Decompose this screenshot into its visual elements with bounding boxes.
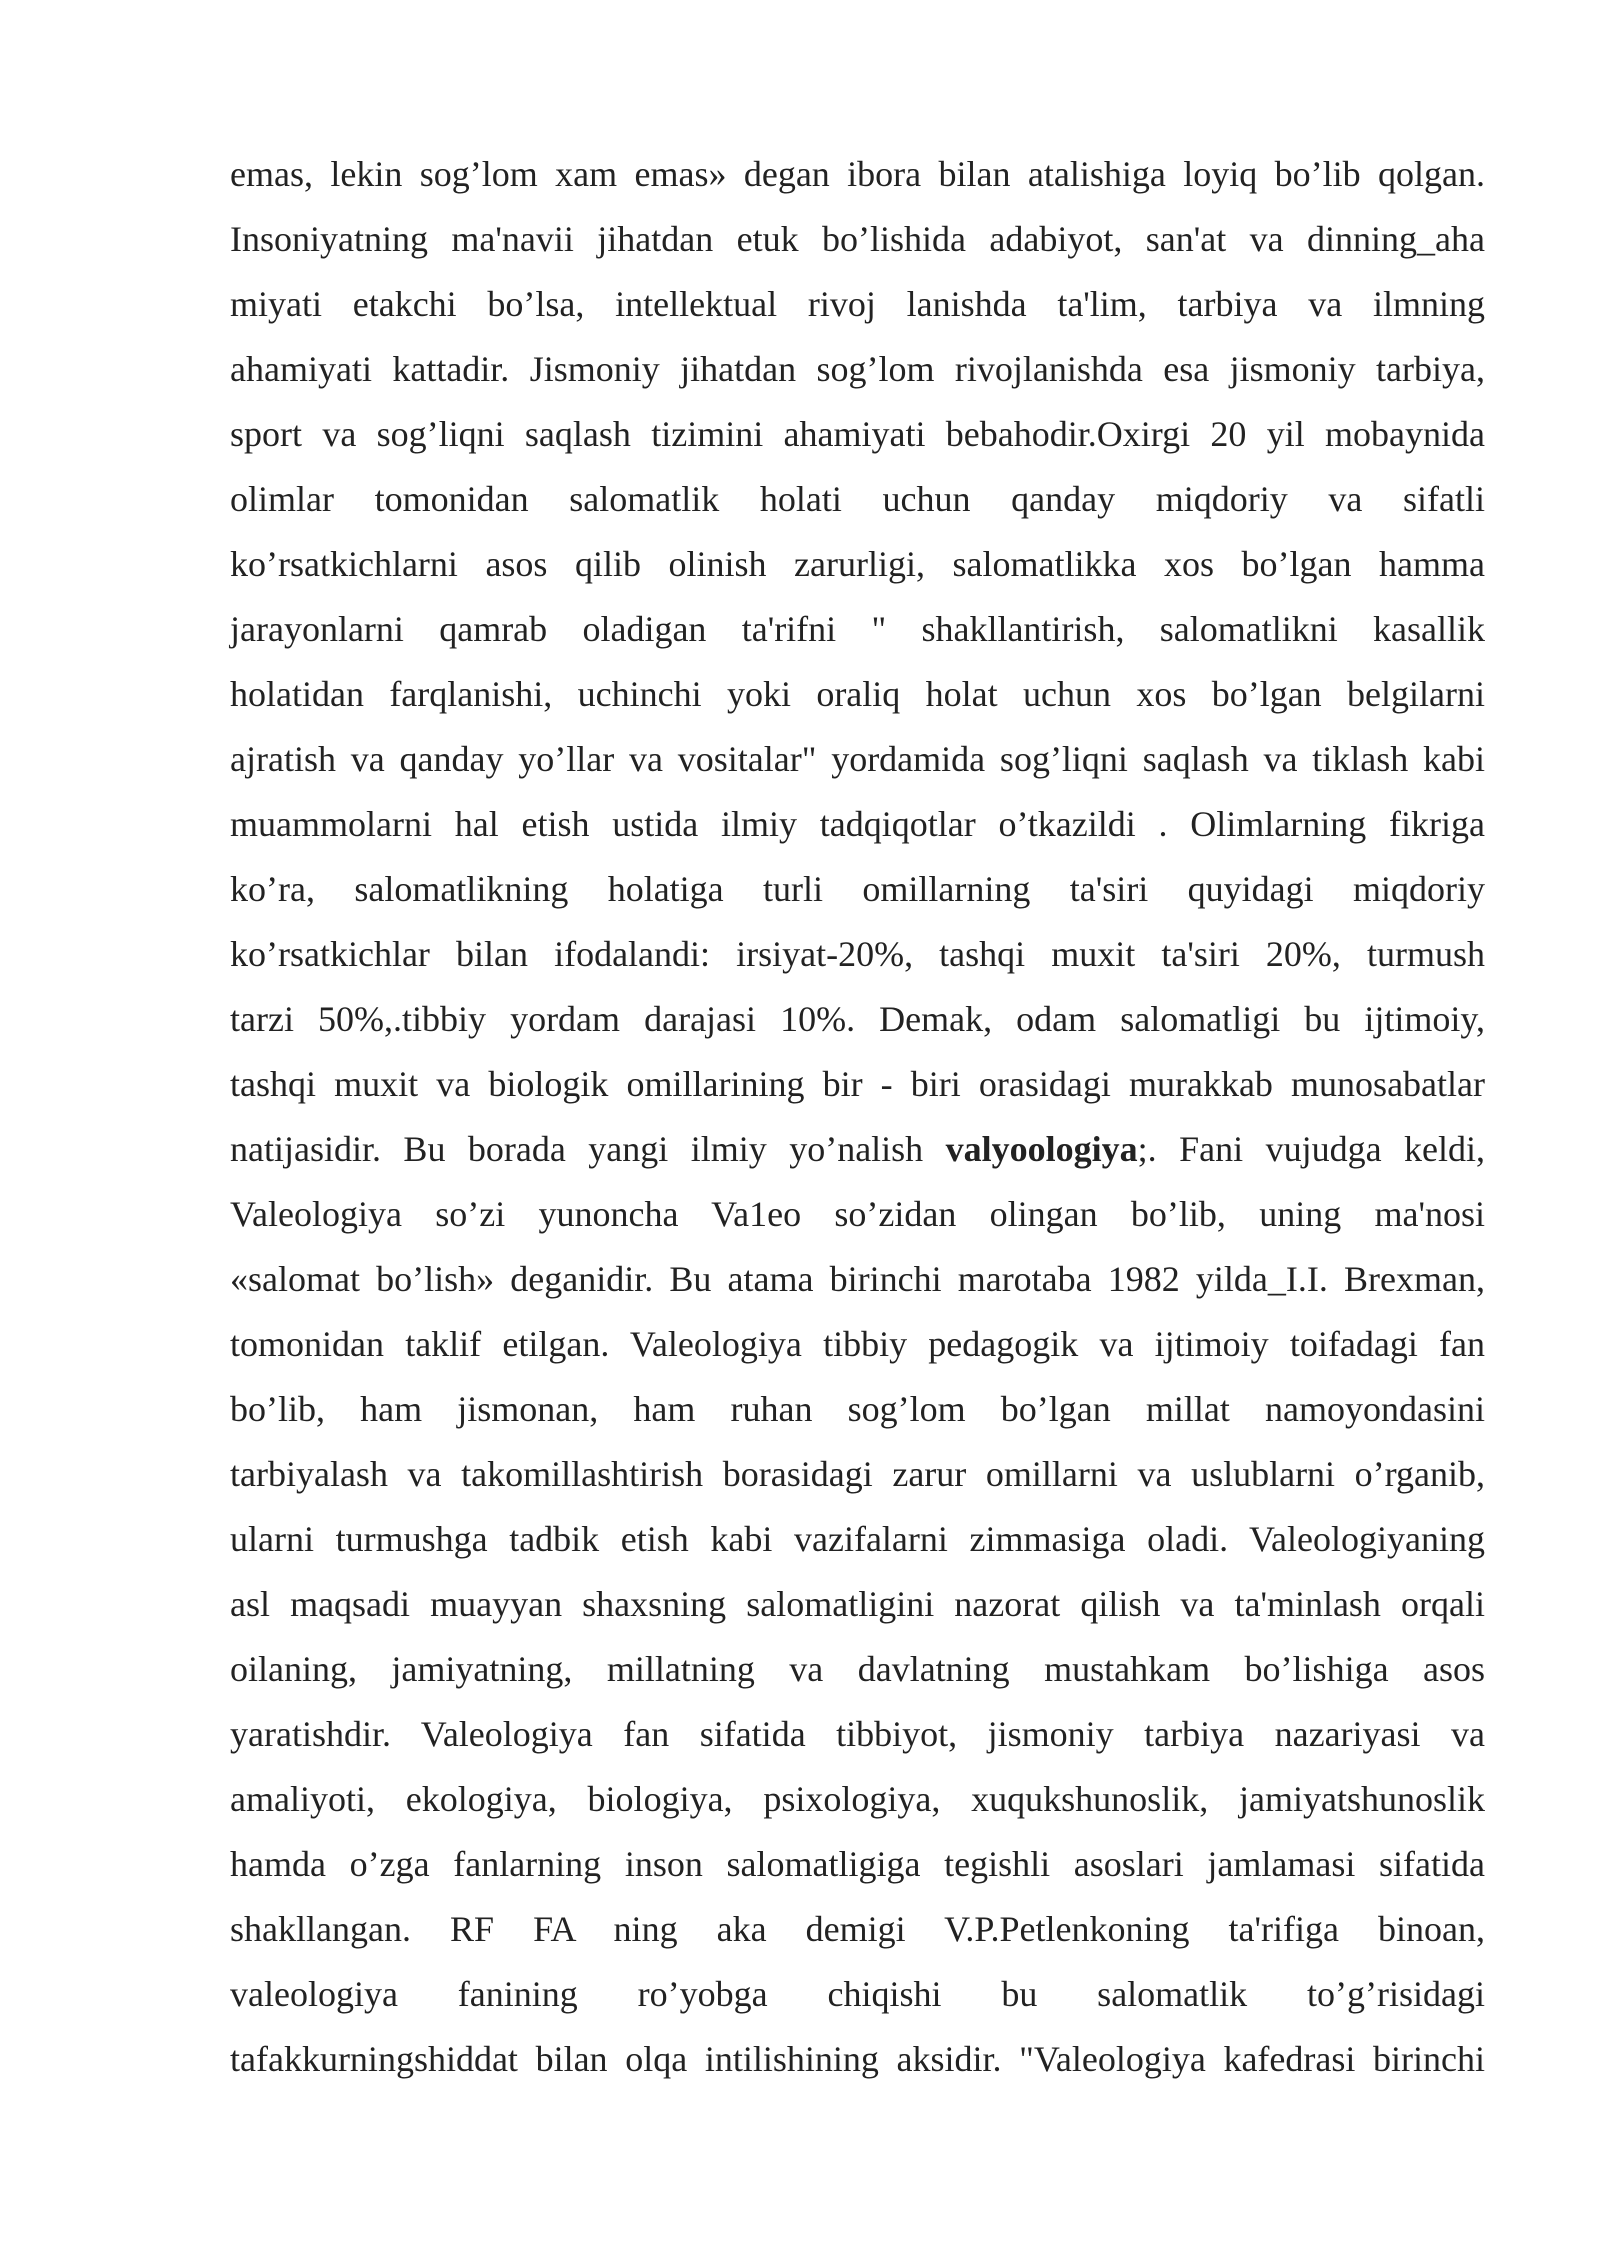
text-line: sport va sog’liqni saqlash tizimini ahamiyati bebahodir.Oxirgi 20 yil mobaynida bbox=[230, 414, 1485, 454]
text-line: asl maqsadi muayyan shaxsning salomatligini nazorat qilish va ta'minlash orqali bbox=[230, 1584, 1485, 1624]
text-line: ko’ra, salomatlikning holatiga turli omillarning ta'siri quyidagi miqdoriy bbox=[230, 869, 1485, 909]
line-text-before: natijasidir. Bu borada yangi ilmiy yo’nalish bbox=[230, 1129, 946, 1169]
text-line: muammolarni hal etish ustida ilmiy tadqiqotlar o’tkazildi . Olimlarning fikriga bbox=[230, 804, 1485, 844]
text-line: emas, lekin sog’lom xam emas» degan ibora bilan atalishiga loyiq bo’lib qolgan. bbox=[230, 154, 1485, 194]
text-line: ularni turmushga tadbik etish kabi vazifalarni zimmasiga oladi. Valeologiyaning bbox=[230, 1519, 1485, 1559]
text-line: yaratishdir. Valeologiya fan sifatida tibbiyot, jismoniy tarbiya nazariyasi va bbox=[230, 1714, 1485, 1754]
text-line: «salomat bo’lish» deganidir. Bu atama birinchi marotaba 1982 yilda_I.I. Brexman, bbox=[230, 1259, 1485, 1299]
text-line: bo’lib, ham jismonan, ham ruhan sog’lom bo’lgan millat namoyondasini bbox=[230, 1389, 1485, 1429]
text-line: amaliyoti, ekologiya, biologiya, psixologiya, xuqukshunoslik, jamiyatshunoslik bbox=[230, 1779, 1485, 1819]
text-line-with-bold-term bbox=[230, 1127, 1485, 1192]
text-line: holatidan farqlanishi, uchinchi yoki oraliq holat uchun xos bo’lgan belgilarni bbox=[230, 674, 1485, 714]
text-line: shakllangan. RF FA ning aka demigi V.P.Petlenkoning ta'rifiga binoan, bbox=[230, 1909, 1485, 1949]
text-line: tarzi 50%,.tibbiy yordam darajasi 10%. Demak, odam salomatligi bu ijtimoiy, bbox=[230, 999, 1485, 1039]
text-line: ko’rsatkichlar bilan ifodalandi: irsiyat-20%, tashqi muxit ta'siri 20%, turmush bbox=[230, 934, 1485, 974]
text-line: tashqi muxit va biologik omillarining bir - biri orasidagi murakkab munosabatlar bbox=[230, 1064, 1485, 1104]
text-line: Valeologiya so’zi yunoncha Va1eo so’zidan olingan bo’lib, uning ma'nosi bbox=[230, 1194, 1485, 1234]
text-line: jarayonlarni qamrab oladigan ta'rifni " shakllantirish, salomatlikni kasallik bbox=[230, 609, 1485, 649]
text-line: tafakkurningshiddat bilan olqa intilishining aksidir. "Valeologiya kafedrasi birinchi bbox=[230, 2039, 1485, 2079]
bold-term: valyoologiya bbox=[945, 1129, 1138, 1169]
text-line: miyati etakchi bo’lsa, intellektual rivoj lanishda ta'lim, tarbiya va ilmning bbox=[230, 284, 1485, 324]
text-line: Insoniyatning ma'navii jihatdan etuk bo’lishida adabiyot, san'at va dinning_aha bbox=[230, 219, 1485, 259]
text-line: ajratish va qanday yo’llar va vositalar" yordamida sog’liqni saqlash va tiklash kabi bbox=[230, 739, 1485, 779]
text-line: oilaning, jamiyatning, millatning va davlatning mustahkam bo’lishiga asos bbox=[230, 1649, 1485, 1689]
text-line: tarbiyalash va takomillashtirish borasidagi zarur omillarni va uslublarni o’rganib, bbox=[230, 1454, 1485, 1494]
text-line: olimlar tomonidan salomatlik holati uchun qanday miqdoriy va sifatli bbox=[230, 479, 1485, 519]
text-line: valeologiya fanining ro’yobga chiqishi bu salomatlik to’g’risidagi bbox=[230, 1974, 1485, 2014]
text-line: ahamiyati kattadir. Jismoniy jihatdan sog’lom rivojlanishda esa jismoniy tarbiya, bbox=[230, 349, 1485, 389]
text-line: ko’rsatkichlarni asos qilib olinish zarurligi, salomatlikka xos bo’lgan hamma bbox=[230, 544, 1485, 584]
body-text bbox=[230, 152, 1485, 2102]
text-line: tomonidan taklif etilgan. Valeologiya tibbiy pedagogik va ijtimoiy toifadagi fan bbox=[230, 1324, 1485, 1364]
line-text-after: ;. Fani vujudga keldi, bbox=[1137, 1129, 1486, 1169]
text-line: hamda o’zga fanlarning inson salomatligiga tegishli asoslari jamlamasi sifatida bbox=[230, 1844, 1485, 1884]
